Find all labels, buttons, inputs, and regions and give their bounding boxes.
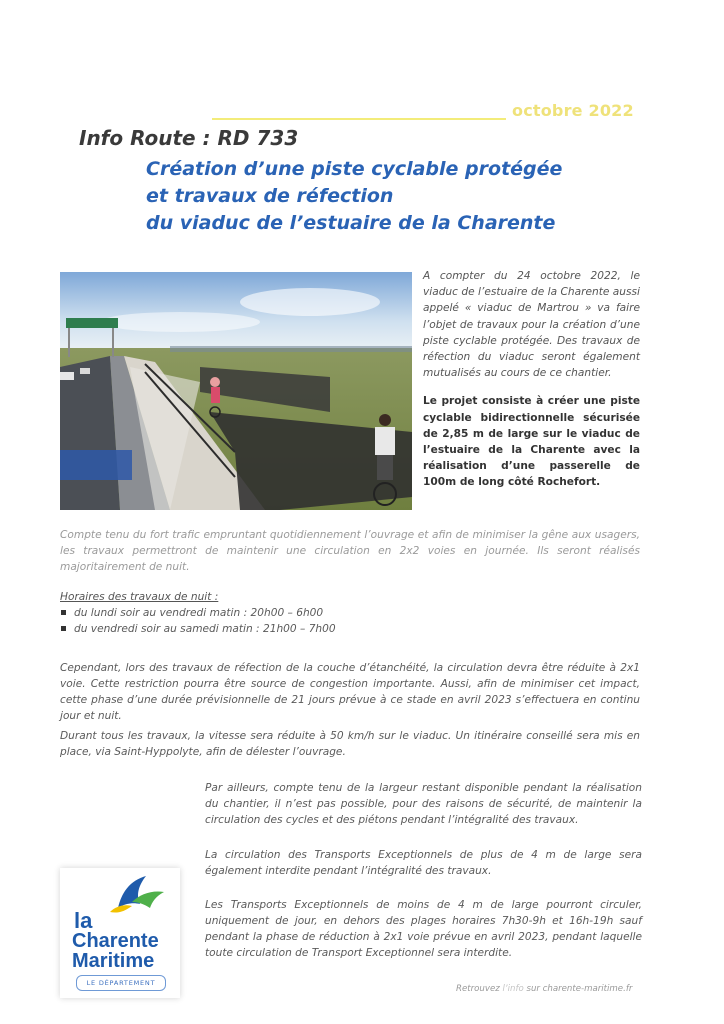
night-hours-section [60,589,460,637]
night-hours-list [60,605,460,637]
subtitle-line: Création d’une piste cyclable protégée [146,158,563,180]
intro-section [423,268,640,503]
publication-date: octobre 2022 [512,101,634,120]
logo-text-line: Charente [72,930,159,952]
subtitle-line: du viaduc de l’estuaire de la Charente [146,212,556,234]
page-title: Info Route : RD 733 [79,126,299,150]
cyclists-paragraph: Par ailleurs, compte tenu de la largeur restant disponible pendant la réalisation du chantier, il n’est pas possible, pour des raisons de sécurité, de maintenir la circulation des cycles et des piétons pendant l’intégralité des travaux. [205,782,642,826]
bullet-icon [61,610,66,615]
footer-note: Retrouvez l’info sur charente-maritime.fr [456,984,633,994]
page-subtitle [146,156,646,237]
footer-link-word: l’info [502,984,524,994]
date-rule [212,118,506,120]
charente-maritime-logo [60,868,180,998]
project-paragraph: Le projet consiste à créer une piste cyclable bidirectionnelle sécurisée de 2,85 m de large sur le viaduc de l’estuaire de la Charente avec la réalisation d’une passerelle de 100m de long côté Rochefort. [423,395,640,489]
list-item: du vendredi soir au samedi matin : 21h00 – 7h00 [60,621,460,637]
sealing-works-paragraph: Cependant, lors des travaux de réfection de la couche d’étanchéité, la circulation devra être réduite à 2x1 voie. Cette restriction pourra être source de congestion importante. Aussi, afin de minimiser cet impact, cette phase d’une durée prévisionnelle de 21 jours prévue à ce stade en avril 2023 s’effectuera en continu jour et nuit. [60,662,640,722]
bike-lane-illustration [60,272,412,510]
traffic-paragraph: Compte tenu du fort trafic empruntant quotidiennement l’ouvrage et afin de minimiser la gêne aux usagers, les travaux permettront de maintenir une circulation en 2x2 voies en journée. Ils seront réalisés majoritairement de nuit. [60,529,640,573]
exceptional-transport-wide-paragraph: La circulation des Transports Exceptionnels de plus de 4 m de large sera également interdite pendant l’intégralité des travaux. [205,849,642,877]
logo-text-line: Maritime [72,950,155,972]
logo-tagline: LE DÉPARTEMENT [76,975,166,991]
list-item: du lundi soir au vendredi matin : 20h00 – 6h00 [60,605,460,621]
subtitle-line: et travaux de réfection [146,185,394,207]
logo-text-line: la [74,908,93,933]
intro-paragraph: A compter du 24 octobre 2022, le viaduc de l’estuaire de la Charente aussi appelé « viaduc de Martrou » va faire l’objet de travaux pour la création d’une piste cyclable protégée. Des travaux de réfection du viaduc seront également mutualisés au cours de ce chantier. [423,270,640,380]
night-hours-title: Horaires des travaux de nuit : [60,591,219,603]
exceptional-transport-narrow-paragraph: Les Transports Exceptionnels de moins de 4 m de large pourront circuler, uniquement de jour, en dehors des plages horaires 7h30-9h et 16h-19h sauf pendant la phase de réduction à 2x1 voie prévue en avril 2023, pendant laquelle toute circulation de Transport Exceptionnel sera interdite. [205,899,642,959]
bullet-icon [61,626,66,631]
speed-limit-paragraph: Durant tous les travaux, la vitesse sera réduite à 50 km/h sur le viaduc. Un itinéraire conseillé sera mis en place, via Saint-Hyppolyte, afin de délester l’ouvrage. [60,730,640,758]
